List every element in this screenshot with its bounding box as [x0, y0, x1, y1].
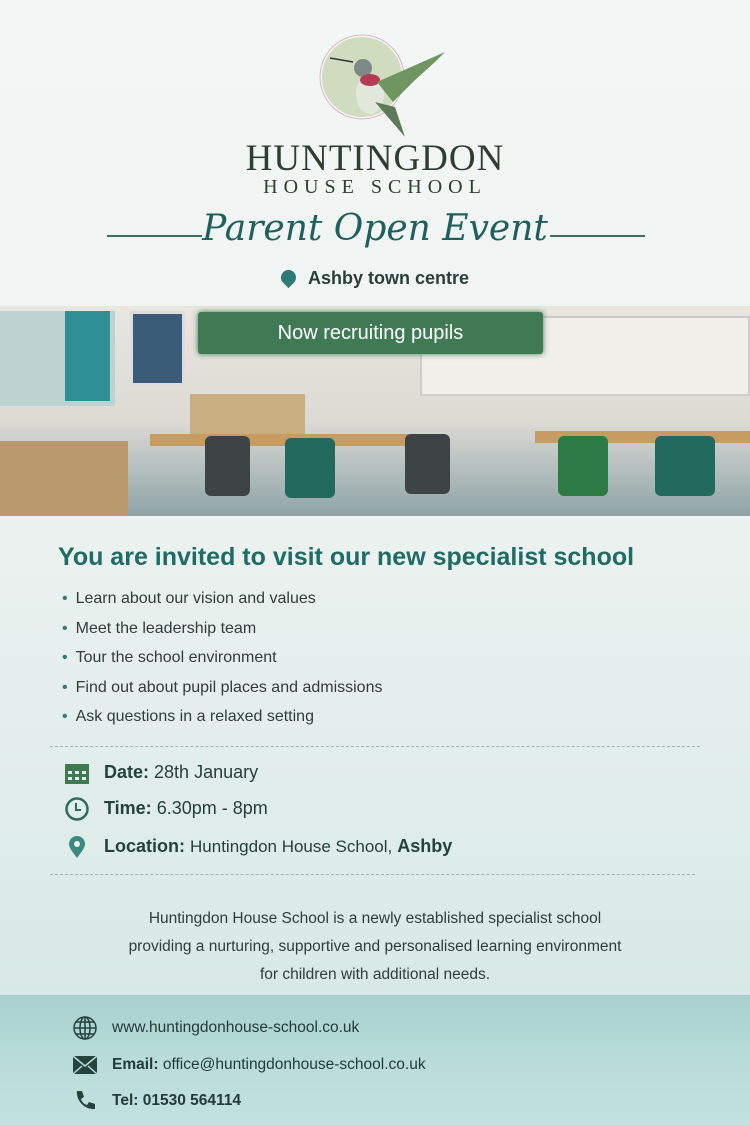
divider: [50, 746, 700, 747]
tel-number[interactable]: 01530 564114: [142, 1092, 241, 1110]
date-label: Date:: [104, 761, 150, 782]
tel-row: [72, 1089, 241, 1113]
benefits-list: [62, 590, 382, 738]
location-tag-text: Ashby town centre: [307, 268, 470, 288]
event-title: Parent Open Event: [202, 208, 548, 249]
list-item: • Tour the school environment: [62, 649, 382, 679]
location-label: Location:: [104, 835, 185, 856]
hummingbird-logo: [305, 32, 455, 142]
calendar-icon: [64, 761, 90, 785]
description-line: for children with additional needs.: [259, 966, 491, 983]
time-label: Time:: [104, 797, 152, 818]
website-link[interactable]: www.huntingdonhouse-school.co.uk: [112, 1019, 360, 1037]
location-pin-icon: [64, 835, 90, 859]
location-row: [64, 835, 452, 859]
website-row: [72, 1016, 359, 1040]
school-description: [0, 905, 750, 989]
invite-heading: You are invited to visit our new specialist school: [58, 543, 635, 571]
envelope-icon: [72, 1053, 98, 1077]
clock-icon: [64, 797, 90, 821]
list-item: • Ask questions in a relaxed setting: [62, 708, 382, 738]
date-row: [64, 761, 258, 785]
list-item: • Learn about our vision and values: [62, 590, 382, 620]
phone-icon: [72, 1089, 98, 1113]
globe-icon: [72, 1016, 98, 1040]
list-item: • Find out about pupil places and admissions: [62, 679, 382, 709]
tel-label: Tel:: [112, 1092, 139, 1110]
location-pin-icon: [278, 267, 299, 288]
email-link[interactable]: office@huntingdonhouse-school.co.uk: [162, 1056, 426, 1074]
location-value: Huntingdon House School,: [190, 836, 393, 856]
location-tag: [0, 268, 750, 289]
list-item: • Meet the leadership team: [62, 620, 382, 650]
time-value: 6.30pm - 8pm: [156, 797, 268, 818]
school-name-sub: HOUSE SCHOOL: [263, 176, 487, 198]
description-line: Huntingdon House School is a newly established specialist school: [148, 910, 602, 927]
date-value: 28th January: [154, 761, 259, 782]
time-row: [64, 797, 268, 821]
school-name: HUNTINGDON: [245, 138, 505, 179]
recruiting-banner: Now recruiting pupils: [198, 312, 543, 354]
description-line: providing a nurturing, supportive and personalised learning environment: [128, 938, 622, 955]
location-town: Ashby: [397, 835, 453, 856]
email-label: Email:: [112, 1056, 159, 1074]
email-row: [72, 1053, 426, 1077]
divider: [50, 874, 695, 875]
